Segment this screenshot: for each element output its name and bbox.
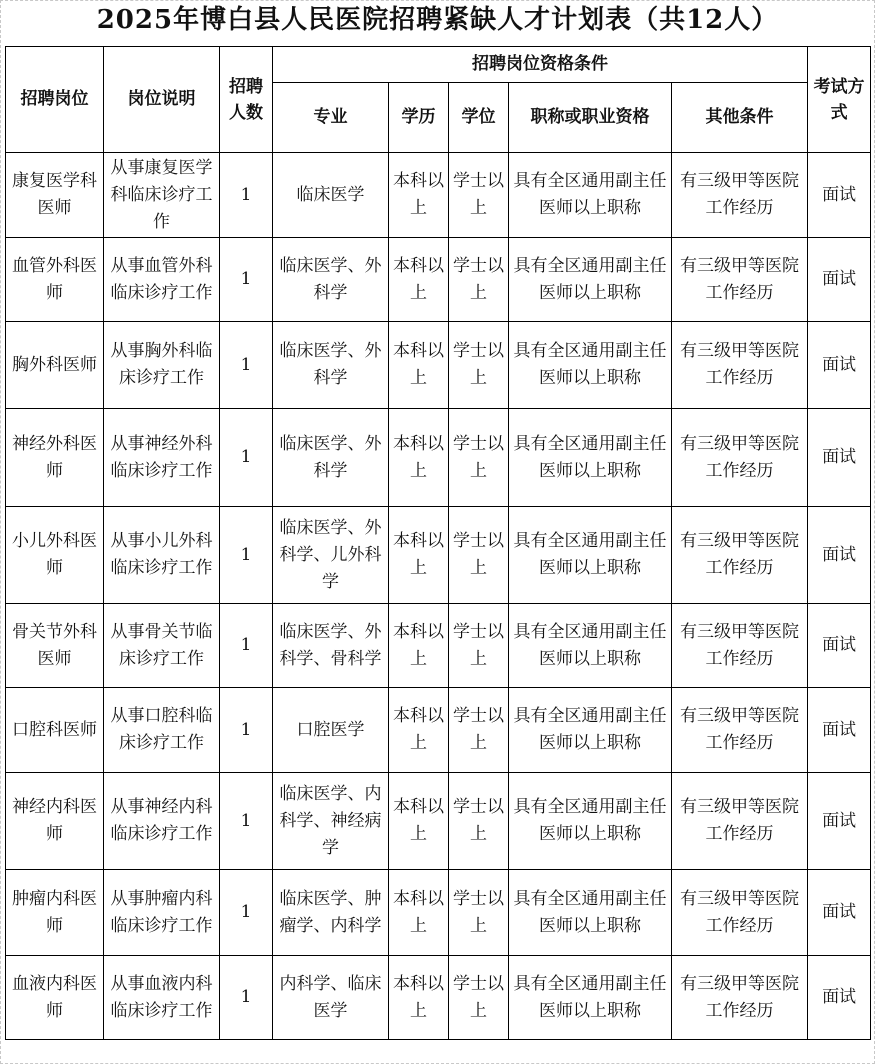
cell-position: 口腔科医师 [6, 688, 104, 773]
cell-major: 临床医学、外科学 [273, 409, 389, 507]
cell-count: 1 [220, 604, 273, 688]
cell-other: 有三级甲等医院工作经历 [672, 870, 808, 956]
cell-education: 本科以上 [389, 956, 449, 1040]
cell-position: 小儿外科医师 [6, 507, 104, 604]
cell-description: 从事血管外科临床诊疗工作 [104, 238, 220, 322]
table-row [6, 238, 871, 322]
cell-count: 1 [220, 322, 273, 409]
header-title-cert: 职称或职业资格 [509, 83, 672, 153]
cell-education: 本科以上 [389, 238, 449, 322]
cell-major: 临床医学 [273, 153, 389, 238]
cell-description: 从事胸外科临床诊疗工作 [104, 322, 220, 409]
cell-major: 临床医学、外科学 [273, 238, 389, 322]
cell-title-cert: 具有全区通用副主任医师以上职称 [509, 153, 672, 238]
cell-other: 有三级甲等医院工作经历 [672, 507, 808, 604]
cell-major: 临床医学、外科学 [273, 322, 389, 409]
cell-position: 肿瘤内科医师 [6, 870, 104, 956]
cell-exam: 面试 [808, 870, 871, 956]
cell-education: 本科以上 [389, 153, 449, 238]
cell-major: 临床医学、外科学、儿外科学 [273, 507, 389, 604]
cell-education: 本科以上 [389, 507, 449, 604]
cell-title-cert: 具有全区通用副主任医师以上职称 [509, 688, 672, 773]
cell-education: 本科以上 [389, 409, 449, 507]
cell-description: 从事血液内科临床诊疗工作 [104, 956, 220, 1040]
cell-other: 有三级甲等医院工作经历 [672, 956, 808, 1040]
cell-position: 神经外科医师 [6, 409, 104, 507]
cell-exam: 面试 [808, 688, 871, 773]
cell-education: 本科以上 [389, 604, 449, 688]
cell-title-cert: 具有全区通用副主任医师以上职称 [509, 870, 672, 956]
cell-position: 骨关节外科医师 [6, 604, 104, 688]
header-degree: 学位 [449, 83, 509, 153]
cell-count: 1 [220, 688, 273, 773]
cell-description: 从事神经内科临床诊疗工作 [104, 773, 220, 870]
cell-exam: 面试 [808, 507, 871, 604]
header-other: 其他条件 [672, 83, 808, 153]
cell-title-cert: 具有全区通用副主任医师以上职称 [509, 409, 672, 507]
cell-major: 临床医学、外科学、骨科学 [273, 604, 389, 688]
cell-title-cert: 具有全区通用副主任医师以上职称 [509, 238, 672, 322]
table-row [6, 956, 871, 1040]
cell-count: 1 [220, 773, 273, 870]
cell-title-cert: 具有全区通用副主任医师以上职称 [509, 604, 672, 688]
cell-degree: 学士以上 [449, 773, 509, 870]
cell-degree: 学士以上 [449, 956, 509, 1040]
cell-education: 本科以上 [389, 688, 449, 773]
cell-degree: 学士以上 [449, 507, 509, 604]
recruitment-table [5, 46, 871, 1040]
cell-description: 从事小儿外科临床诊疗工作 [104, 507, 220, 604]
header-position: 招聘岗位 [6, 47, 104, 153]
cell-degree: 学士以上 [449, 870, 509, 956]
cell-other: 有三级甲等医院工作经历 [672, 604, 808, 688]
header-exam: 考试方式 [808, 47, 871, 153]
cell-exam: 面试 [808, 956, 871, 1040]
cell-major: 口腔医学 [273, 688, 389, 773]
table-row [6, 409, 871, 507]
cell-major: 临床医学、内科学、神经病学 [273, 773, 389, 870]
table-row [6, 688, 871, 773]
cell-count: 1 [220, 870, 273, 956]
cell-description: 从事康复医学科临床诊疗工作 [104, 153, 220, 238]
cell-count: 1 [220, 238, 273, 322]
cell-count: 1 [220, 153, 273, 238]
header-major: 专业 [273, 83, 389, 153]
cell-degree: 学士以上 [449, 409, 509, 507]
cell-exam: 面试 [808, 604, 871, 688]
cell-title-cert: 具有全区通用副主任医师以上职称 [509, 773, 672, 870]
cell-exam: 面试 [808, 153, 871, 238]
cell-degree: 学士以上 [449, 153, 509, 238]
cell-major: 内科学、临床医学 [273, 956, 389, 1040]
table-row [6, 773, 871, 870]
cell-other: 有三级甲等医院工作经历 [672, 322, 808, 409]
cell-title-cert: 具有全区通用副主任医师以上职称 [509, 322, 672, 409]
cell-exam: 面试 [808, 773, 871, 870]
cell-position: 血管外科医师 [6, 238, 104, 322]
header-description: 岗位说明 [104, 47, 220, 153]
cell-degree: 学士以上 [449, 322, 509, 409]
cell-description: 从事神经外科临床诊疗工作 [104, 409, 220, 507]
cell-education: 本科以上 [389, 773, 449, 870]
table-row [6, 507, 871, 604]
cell-count: 1 [220, 409, 273, 507]
table-row [6, 153, 871, 238]
header-count: 招聘人数 [220, 47, 273, 153]
cell-position: 康复医学科医师 [6, 153, 104, 238]
cell-education: 本科以上 [389, 322, 449, 409]
cell-description: 从事肿瘤内科临床诊疗工作 [104, 870, 220, 956]
cell-exam: 面试 [808, 322, 871, 409]
table-row [6, 870, 871, 956]
cell-position: 神经内科医师 [6, 773, 104, 870]
cell-exam: 面试 [808, 409, 871, 507]
cell-other: 有三级甲等医院工作经历 [672, 773, 808, 870]
cell-position: 胸外科医师 [6, 322, 104, 409]
cell-degree: 学士以上 [449, 688, 509, 773]
cell-description: 从事骨关节临床诊疗工作 [104, 604, 220, 688]
table-row [6, 604, 871, 688]
cell-count: 1 [220, 507, 273, 604]
cell-exam: 面试 [808, 238, 871, 322]
cell-degree: 学士以上 [449, 604, 509, 688]
cell-education: 本科以上 [389, 870, 449, 956]
cell-major: 临床医学、肿瘤学、内科学 [273, 870, 389, 956]
cell-title-cert: 具有全区通用副主任医师以上职称 [509, 507, 672, 604]
cell-position: 血液内科医师 [6, 956, 104, 1040]
cell-degree: 学士以上 [449, 238, 509, 322]
cell-other: 有三级甲等医院工作经历 [672, 153, 808, 238]
cell-count: 1 [220, 956, 273, 1040]
cell-other: 有三级甲等医院工作经历 [672, 238, 808, 322]
header-education: 学历 [389, 83, 449, 153]
cell-description: 从事口腔科临床诊疗工作 [104, 688, 220, 773]
header-qualifications-group: 招聘岗位资格条件 [273, 47, 808, 83]
cell-other: 有三级甲等医院工作经历 [672, 688, 808, 773]
cell-other: 有三级甲等医院工作经历 [672, 409, 808, 507]
cell-title-cert: 具有全区通用副主任医师以上职称 [509, 956, 672, 1040]
table-row [6, 322, 871, 409]
page-title: 2025年博白县人民医院招聘紧缺人才计划表（共12人） [96, 5, 779, 35]
